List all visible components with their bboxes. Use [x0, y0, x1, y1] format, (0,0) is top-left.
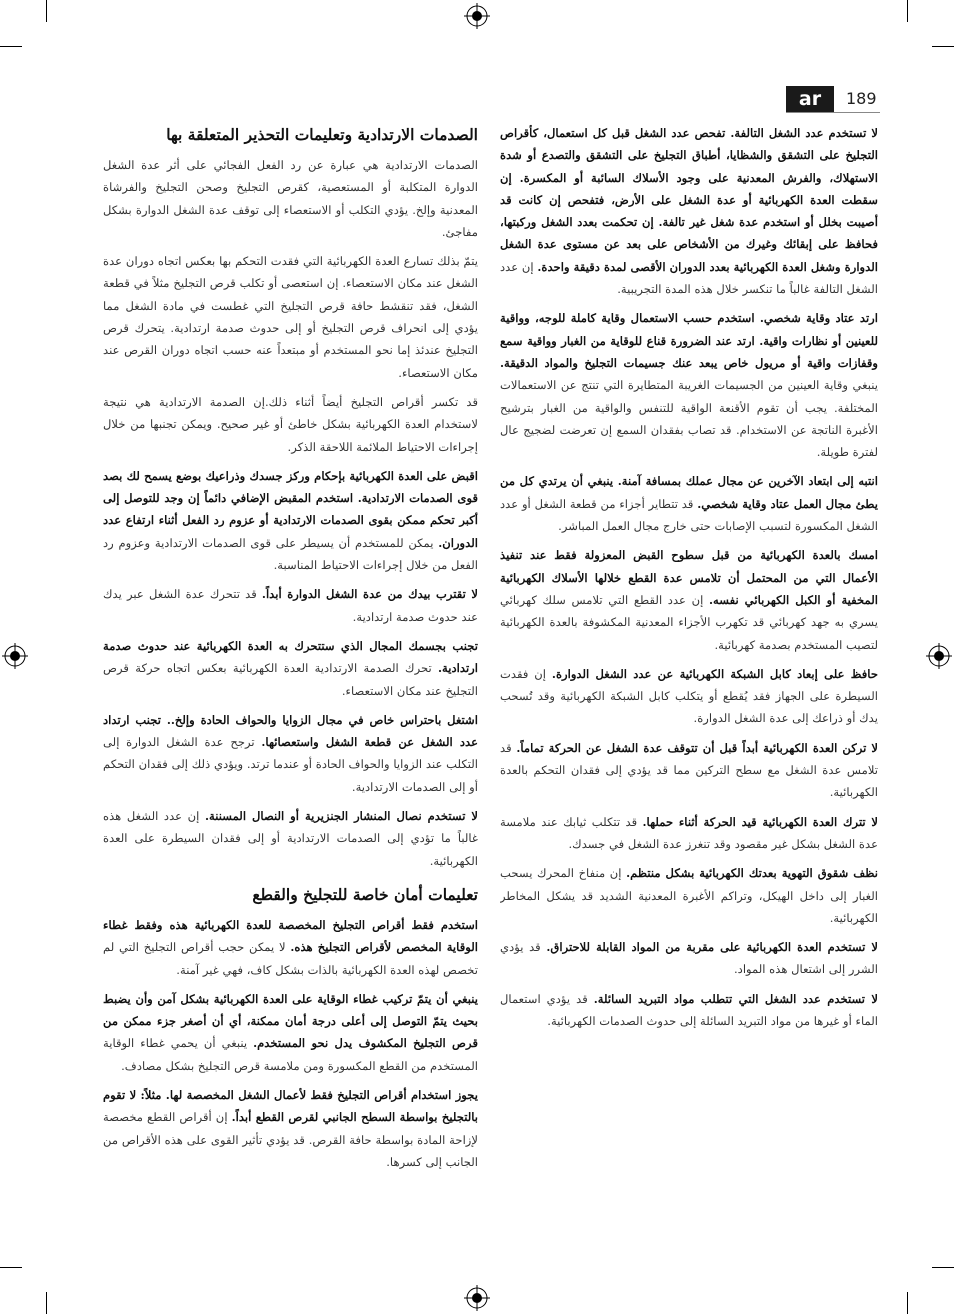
section-heading: الصدمات الارتدادية وتعليمات التحذير المتعلقة بها [166, 125, 478, 144]
warning-paragraph: امسك بالعدة الكهربائية من قبل سطوح القبض المعزولة فقط عند تنفيذ الأعمال التي من المحتمل أن تلامس عدة القطع خلالها الأسلاك الكهربائية المخفية أو الكبل الكهربائي نفسه. إن عدد القطع التي تلامس سلك كهربائي يسري به جهد كهربائي قد تكهرب الأجزاء المعدنية المكشوفة بالعدة الكهربائية لتصيب المستخدم بصدمة كهربائية. [500, 548, 878, 652]
warning-paragraph: لا تقترب بيدك من عدة الشغل الدوارة أبداً. قد تتحرك عدة الشغل عبر يدك عند حدوث صدمة ارتدادية. [103, 587, 478, 624]
crop-mark [932, 46, 954, 47]
warning-paragraph: لا تركن العدة الكهربائية أبداً قبل أن تتوقف عدة الشغل عن الحركة تماماً. قد تلامس عدة الشغل مع سطح التركين مما قد يؤدي إلى فقدان التحكم بالعدة الكهربائية. [500, 740, 878, 800]
warning-paragraph: لا تستخدم عدد الشغل التالفة. تفحص عدد الشغل قبل كل استعمال، كأقراص التجليخ على التشقق والشظايا، أطباق التجليخ على التشقق والتصدع أو شدة الاستهلاك، والفرش المعدنية على وجود الأسلاك السائبة أو المكسرة. إن سقطت العدة الكهربائية أو عدة الشغل على الأرض، فتفحص إن كانت قد أصيبت بخلل أو استخدم عدة شغل غير تالفة. إن تحكمت بعدد الشغل وركبتها، فحافظ على إبقائك وغيرك من الأشخاص على بعد عن مستوى عدة الشغل الدوارة وشغل العدة الكهربائية بعدد الدوران الأقصى لمدة دقيقة واحدة. إن عدد الشغل التالفة غالباً ما تنكسر خلال هذه المدة التجريبية. [500, 126, 878, 297]
warning-paragraph: تجنب بجسمك المجال الذي ستتحرك به العدة الكهربائية عند حدوث صدمة ارتدادية. تحرك الصدمة الارتدادية العدة الكهربائية بعكس اتجاه حركة قرص التجليخ عند مكان الاستعصاء. [103, 638, 478, 698]
crop-mark [907, 0, 908, 22]
warning-paragraph: يجوز استخدام أقراص التجليخ فقط لأعمال الشغل المخصصة لها. مثلاً: لا تقوم بالتجليخ بواسطة السطح الجانبي لقرص القطع أبداً. إن أقراص القطع مخصصة لإزاحة المادة بواسطة حافة القرص. قد يؤدي تأثير القوى على هذه الأقراص من الجانب إلى كسرها. [103, 1087, 478, 1169]
registration-mark-icon [464, 3, 490, 29]
intro-paragraph: الصدمات الارتدادية هي عبارة عن رد الفعل الفجائي على أثر عدة الشغل الدوارة المتكلبة أو المستعصية، كقرص التجليخ وصحن التجليخ والفرشاة المعدنية وإلخ. يؤدي التكلب أو الاستعصاء إلى توقف عدة الشغل الدوارة بشكل مفاجئ. [103, 158, 478, 239]
warning-paragraph: لا تستخدم نصال المنشار الجنزيرية أو النصال المسننة. إن عدد الشغل هذه غالباً ما تؤدي إلى الصدمات الارتدادية أو إلى فقدان السيطرة على العدة الكهربائية. [103, 809, 478, 868]
registration-mark-icon [2, 643, 28, 669]
warning-paragraph: لا تستخدم العدة الكهربائية على مقربة من المواد القابلة للاحتراق. قد يؤدي الشرر إلى اشتعال هذه المواد. [500, 940, 878, 977]
warning-paragraph: لا تترك العدة الكهربائية قيد الحركة أثناء حملها. قد تتكلب ثيابك عند ملامسة عدة الشغل بشكل غير مقصود وقد تنغرز عدة الشغل في جسدك. [500, 814, 878, 851]
crop-mark [0, 46, 22, 47]
warning-paragraph: اشتغل باحتراس خاص في مجال الزوايا والحواف الحادة وإلخ.. تجنب ارتداد عدد الشغل عن قطعة الشغل واستعصائها. ترجح عدة الشغل الدوارة إلى التكلب عند الزوايا والحواف الحادة أو عندما ترتد. ويؤدي ذلك إلى فقدان التحكم أو إلى الصدمات الارتدادية. [103, 712, 478, 794]
language-badge: ar [786, 86, 834, 112]
page-header [0, 86, 954, 112]
intro-paragraph: قد تكسر أقراص التجليخ أيضاً أثناء ذلك.إن الصدمة الارتدادية هي نتيجة لاستخدام العدة الكهربائية بشكل خاطئ أو غير صحيح. ويمكن تجنبها من خلال إجراءات الاحتياط الملائمة اللاحقة الذكر. [103, 394, 478, 454]
warning-paragraph: ارتد عتاد وقاية شخصي. استخدم حسب الاستعمال وقاية كاملة للوجه، وواقية للعينين أو نظارات واقية. ارتد عند الضرورة قناع للوقاية من الغبار وواقية سمع وقفازات واقية أو مريول خاص يبعد عنك جسيمات التجليخ والمواد الدقيقة. ينبغي وقاية العينين من الجسيمات الغريبة المتطايرة التي تنتج عن الاستعمالات المختلفة. يجب أن تقوم الأقنعة الواقية للتنفس والواقية من الغبار بترشيح الأغبرة الناتجة عن الاستخدام. قد تصاب بفقدان السمع إن تعرضت لضجيج عال لفترة طويلة. [500, 311, 878, 460]
registration-mark-icon [926, 643, 952, 669]
crop-mark [46, 0, 47, 22]
warning-paragraph: نظف شقوق التهوية بعدتك الكهربائية بشكل منتظم. إن منفاخ المحرك يسحب الغبار إلى داخل الهيكل، وتراكم الأغبرة المعدنية الشديد قد يشكل المخاطر الكهربائية. [500, 866, 878, 925]
warning-paragraph: لا تستخدم عدد الشغل التي تتطلب مواد التبريد السائلة. قد يؤدي استعمال الماء أو غيرها من مواد التبريد السائلة إلى حدوث الصدمات الكهربائية. [500, 991, 878, 1028]
crop-mark [932, 1267, 954, 1268]
warning-paragraph: حافظ على إبعاد كابل الشبكة الكهربائية عن عدد الشغل الدوارة. إن فقدت السيطرة على الجهاز فقد يُقطع أو يتكلب كابل الشبكة الكهربائية وقد تُسحب يدك أو ذراعك إلى عدة الشغل الدوارة. [500, 666, 878, 726]
warning-paragraph: ينبغي أن يتمّ تركيب غطاء الوقاية على العدة الكهربائية بشكل آمن وأن يضبط بحيث يتمّ التوصل إلى أعلى درجة أمان ممكنة، أي أن أصغر جزء ممكن من قرص التجليخ المكشوف يدل نحو المستخدم. ينبغي أن يحمي غطاء الوقاية المستخدم من القطع المكسورة ومن ملامسة قرص التجليخ بشكل مصادف. [103, 991, 478, 1073]
warning-paragraph: اقبض على العدة الكهربائية بإحكام وركز جسدك وذراعيك بوضع يسمح لك بصد قوى الصدمات الارتدادية. استخدم المقبض الإضافي دائماً إن وجد للتوصل إلى أكبر تحكم ممكن بقوى الصدمات الارتدادية أو عزوم رد الفعل أثناء ارتفاع عدد الدوران. يمكن للمستخدم أن يسيطر على قوى الصدمات الارتدادية وعزوم رد الفعل من خلال إجراءات الاحتياط المناسبة. [103, 468, 478, 573]
page-number: 189 [846, 89, 877, 108]
header-divider [786, 112, 880, 113]
crop-mark [907, 1292, 908, 1314]
registration-mark-icon [464, 1285, 490, 1311]
left-column [103, 122, 478, 1180]
crop-mark [46, 1292, 47, 1314]
warning-paragraph: استخدم فقط أقراص التجليخ المخصصة للعدة الكهربائية هذه وفقط غطاء الوقاية المخصص لأقراص التجليخ هذه. لا يمكن حجب أقراص التجليخ التي لم تخصص لهذه العدة الكهربائية بالذات بشكل كاف، فهي غير آمنة. [103, 917, 478, 977]
intro-paragraph: يتمّ بذلك تسارع العدة الكهربائية التي فقدت التحكم بها بعكس اتجاه دوران عدة الشغل عند مكان الاستعصاء. إن استعصى أو تكلب قرص التجليخ مثلاً في قطعة الشغل، فقد تنقشط حافة قرص التجليخ التي غطست في مادة الشغل مما يؤدي إلى انحراف قرص التجليخ أو إلى حدوث صدمة ارتدادية. يتحرك قرص التجليخ عندئذ إما نحو المستخدم أو مبتعداً عنه حسب اتجاه دوران القرص عند مكان الاستعصاء. [103, 254, 478, 380]
right-column [500, 122, 878, 1039]
crop-mark [0, 1267, 22, 1268]
warning-paragraph: انتبه إلى ابتعاد الآخرين عن مجال عملك بمسافة آمنة. ينبغي أن يرتدي كل من يطئ مجال العمل عتاد وقاية شخصي. قد تتطاير أجزاء من قطعة الشغل أو عدد الشغل المكسورة لتسبب الإصابات حتى خارج مجال العمل المباشر. [500, 474, 878, 534]
section-heading: تعليمات أمان خاصة للتجليخ والقطع [252, 884, 478, 904]
